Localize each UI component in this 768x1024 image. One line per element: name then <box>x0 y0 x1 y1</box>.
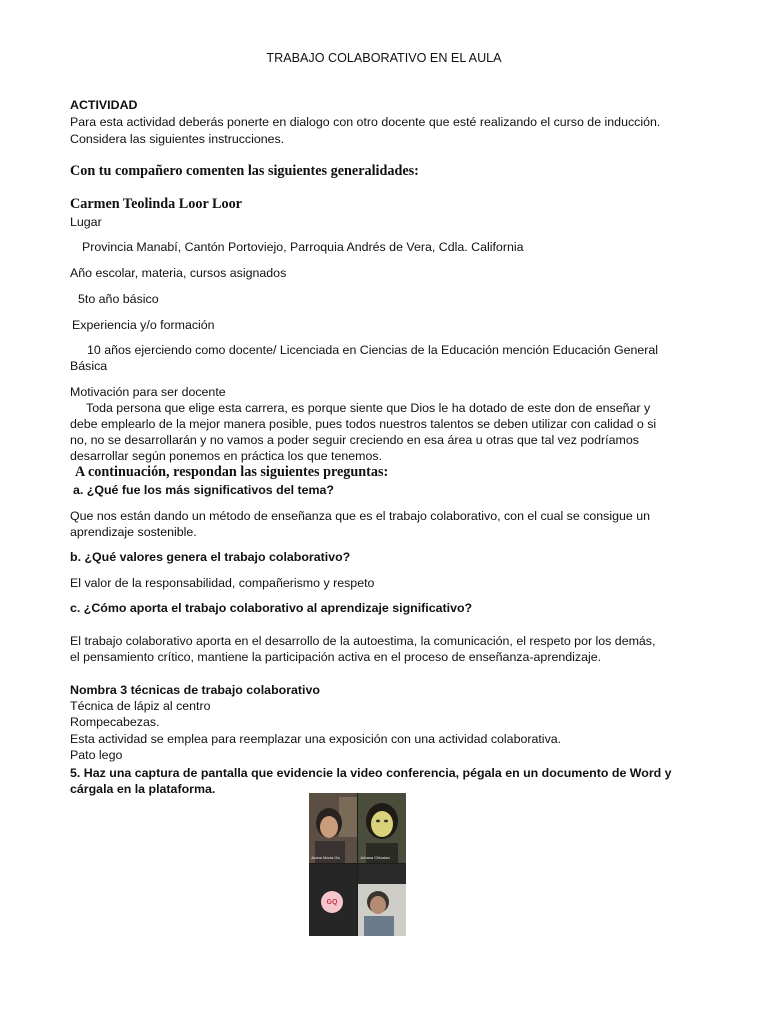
motivation-text-4: desarrollar según ponemos en práctica los que tenemos. <box>70 449 383 463</box>
question-a: a. ¿Qué fue los más significativos del tema? <box>73 483 334 497</box>
participant-3-avatar: GQ <box>321 891 343 913</box>
experience-value-1: 10 años ejerciendo como docente/ Licenciada en Ciencias de la Educación mención Educación General <box>87 343 659 357</box>
techniques-heading: Nombra 3 técnicas de trabajo colaborativo <box>70 683 320 697</box>
technique-2: Rompecabezas. <box>70 715 160 729</box>
section2-heading: A continuación, respondan las siguientes preguntas: <box>75 464 389 480</box>
participant-4-image <box>358 864 406 936</box>
item5-text-2: cárgala en la plataforma. <box>70 782 216 796</box>
motivation-text-1: Toda persona que elige esta carrera, es porque siente que Dios le ha dotado de este don de enseñar y <box>86 401 651 415</box>
participant-1-name: Juana María Ga <box>311 855 340 860</box>
participant-tile-4 <box>358 864 406 936</box>
technique-1: Técnica de lápiz al centro <box>70 699 211 713</box>
answer-b: El valor de la responsabilidad, compañerismo y respeto <box>70 576 375 590</box>
document-title: TRABAJO COLABORATIVO EN EL AULA <box>266 51 502 65</box>
participant-tile-1 <box>309 793 357 863</box>
motivation-label: Motivación para ser docente <box>70 385 226 399</box>
video-conference-screenshot <box>309 793 406 936</box>
experience-value-2: Básica <box>70 359 108 373</box>
activity-text-1: Para esta actividad deberás ponerte en dialogo con otro docente que esté realizando el curso de inducción. <box>70 115 661 129</box>
question-b: b. ¿Qué valores genera el trabajo colaborativo? <box>70 550 351 564</box>
section1-heading: Con tu compañero comenten las siguientes generalidades: <box>70 163 419 179</box>
question-c: c. ¿Cómo aporta el trabajo colaborativo al aprendizaje significativo? <box>70 601 473 615</box>
answer-c-1: El trabajo colaborativo aporta en el desarrollo de la autoestima, la comunicación, el respeto por los demás, <box>70 634 656 648</box>
participant-tile-3 <box>309 864 357 936</box>
participant-2-name: Johana Chicaiza <box>360 855 390 860</box>
answer-a-2: aprendizaje sostenible. <box>70 525 197 539</box>
lugar-label: Lugar <box>70 215 102 229</box>
answer-c-2: el pensamiento crítico, mantiene la participación activa en el proceso de enseñanza-aprendizaje. <box>70 650 602 664</box>
answer-a-1: Que nos están dando un método de enseñanza que es el trabajo colaborativo, con el cual se consigue un <box>70 509 651 523</box>
year-label: Año escolar, materia, cursos asignados <box>70 266 287 280</box>
motivation-text-3: no, no se desarrollarán y no vamos a poder seguir creciendo en esa área u otras que tal vez podríamos <box>70 433 639 447</box>
participant-2-image <box>358 793 406 863</box>
experience-label: Experiencia y/o formación <box>72 318 215 332</box>
participant-tile-2 <box>358 793 406 863</box>
activity-heading: ACTIVIDAD <box>70 98 138 112</box>
technique-2-description: Esta actividad se emplea para reemplazar una exposición con una actividad colaborativa. <box>70 732 562 746</box>
motivation-text-2: debe emplearlo de la mejor manera posible, pues todos nuestros talentos se deben utilizar con calidad o si <box>70 417 657 431</box>
lugar-value: Provincia Manabí, Cantón Portoviejo, Parroquia Andrés de Vera, Cdla. California <box>82 240 524 254</box>
year-value: 5to año básico <box>78 292 159 306</box>
activity-text-2: Considera las siguientes instrucciones. <box>70 132 285 146</box>
teacher-name: Carmen Teolinda Loor Loor <box>70 196 242 212</box>
participant-1-image <box>309 793 357 863</box>
technique-3: Pato lego <box>70 748 123 762</box>
item5-text-1: 5. Haz una captura de pantalla que evidencie la video conferencia, pégala en un documento de Word y <box>70 766 672 780</box>
